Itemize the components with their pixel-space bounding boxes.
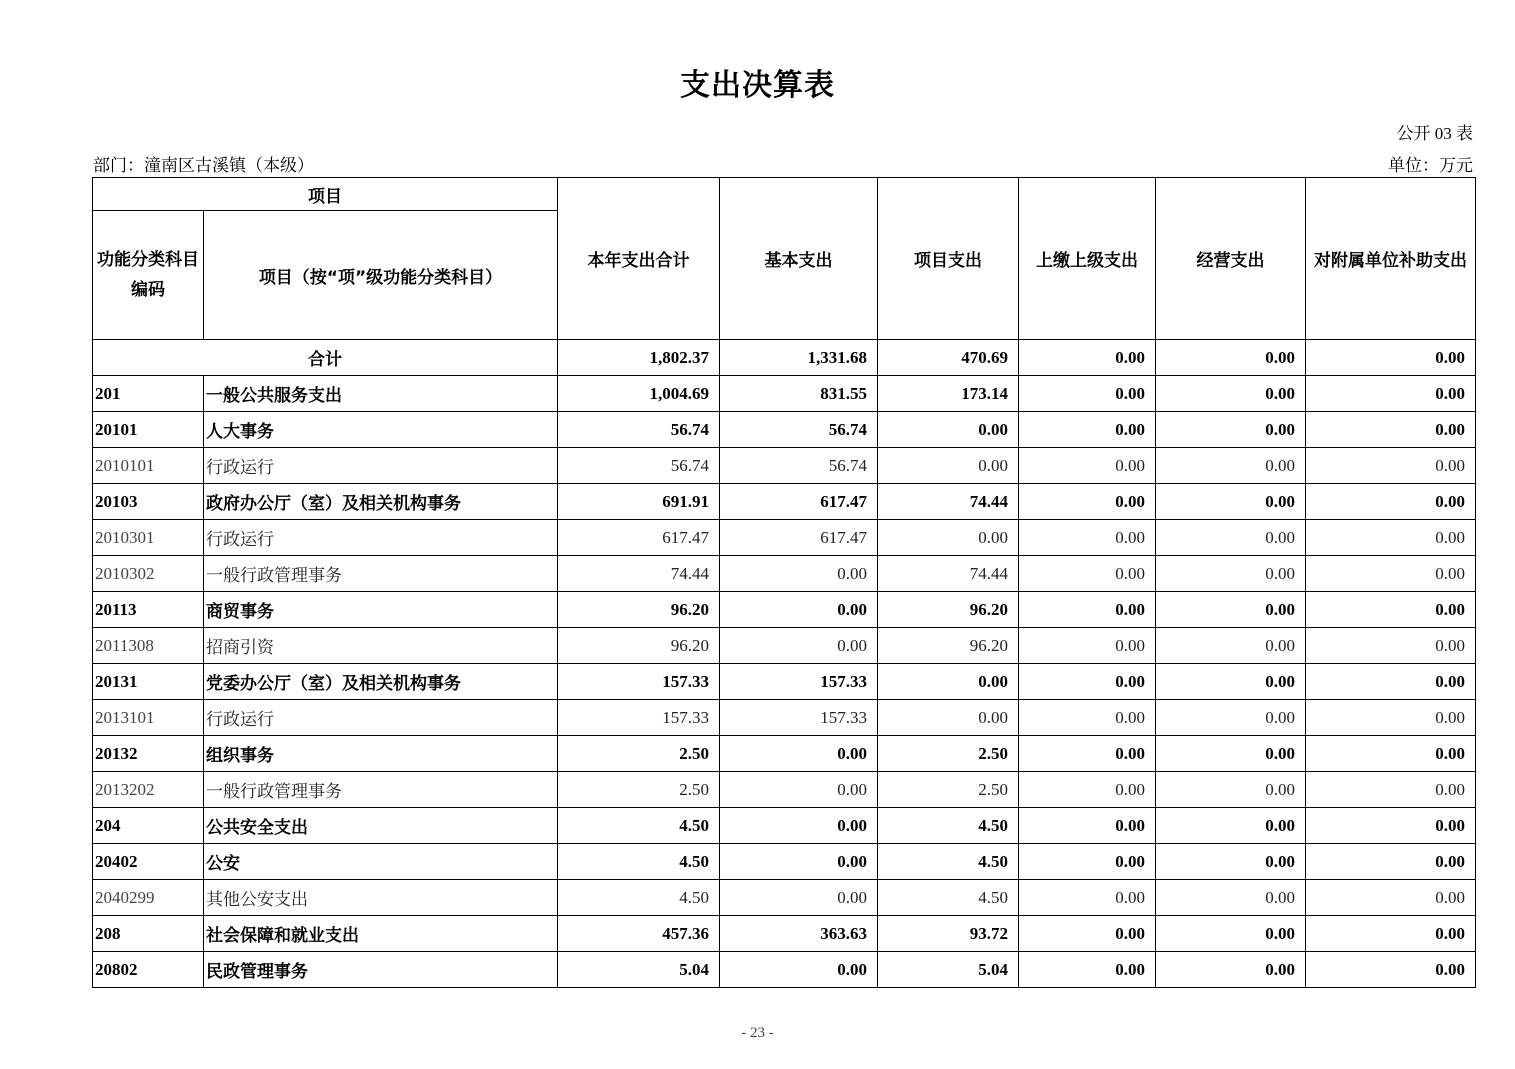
row-name: 公共安全支出 (204, 808, 558, 844)
row-value: 0.00 (1306, 952, 1476, 988)
row-code: 20113 (93, 592, 204, 628)
row-name: 政府办公厅（室）及相关机构事务 (204, 484, 558, 520)
header-business: 经营支出 (1156, 178, 1306, 340)
row-value: 0.00 (1306, 448, 1476, 484)
row-value: 0.00 (1306, 412, 1476, 448)
row-code: 204 (93, 808, 204, 844)
total-value: 1,802.37 (558, 340, 720, 376)
row-value: 0.00 (1019, 376, 1156, 412)
row-value: 0.00 (720, 592, 878, 628)
header-project: 项目支出 (878, 178, 1019, 340)
row-value: 0.00 (1156, 628, 1306, 664)
expenditure-table (92, 177, 1476, 988)
row-value: 0.00 (1306, 556, 1476, 592)
row-name: 党委办公厅（室）及相关机构事务 (204, 664, 558, 700)
row-code: 2040299 (93, 880, 204, 916)
row-code: 201 (93, 376, 204, 412)
table-row (93, 556, 1476, 592)
row-value: 0.00 (720, 736, 878, 772)
table-row (93, 412, 1476, 448)
table-row (93, 916, 1476, 952)
row-value: 157.33 (720, 700, 878, 736)
row-value: 0.00 (1019, 736, 1156, 772)
header-name: 项目（按“项”级功能分类科目） (204, 211, 558, 340)
row-value: 4.50 (558, 844, 720, 880)
row-value: 0.00 (1306, 484, 1476, 520)
row-value: 4.50 (878, 844, 1019, 880)
total-value: 1,331.68 (720, 340, 878, 376)
row-code: 208 (93, 916, 204, 952)
row-name: 一般行政管理事务 (204, 772, 558, 808)
row-name: 招商引资 (204, 628, 558, 664)
form-number: 公开 03 表 (1396, 124, 1473, 143)
row-value: 0.00 (1019, 844, 1156, 880)
row-code: 20103 (93, 484, 204, 520)
row-name: 一般行政管理事务 (204, 556, 558, 592)
row-name: 行政运行 (204, 520, 558, 556)
row-value: 0.00 (1306, 592, 1476, 628)
row-value: 0.00 (720, 808, 878, 844)
page-title: 支出决算表 (680, 68, 835, 103)
row-value: 93.72 (878, 916, 1019, 952)
row-value: 0.00 (1156, 736, 1306, 772)
row-value: 0.00 (1019, 592, 1156, 628)
row-value: 0.00 (1019, 700, 1156, 736)
row-value: 96.20 (878, 592, 1019, 628)
table-row (93, 952, 1476, 988)
row-value: 0.00 (1306, 844, 1476, 880)
row-value: 0.00 (1156, 556, 1306, 592)
row-value: 0.00 (878, 520, 1019, 556)
table-row (93, 484, 1476, 520)
row-value: 0.00 (1306, 736, 1476, 772)
row-value: 0.00 (720, 952, 878, 988)
row-code: 2011308 (93, 628, 204, 664)
row-value: 0.00 (1156, 952, 1306, 988)
table-row (93, 592, 1476, 628)
row-value: 0.00 (1156, 592, 1306, 628)
table-row (93, 844, 1476, 880)
row-value: 0.00 (1306, 808, 1476, 844)
row-value: 4.50 (878, 880, 1019, 916)
row-value: 96.20 (878, 628, 1019, 664)
table-row (93, 700, 1476, 736)
row-value: 0.00 (1019, 448, 1156, 484)
row-code: 20802 (93, 952, 204, 988)
department-label: 部门：潼南区古溪镇（本级） (93, 156, 314, 175)
row-value: 0.00 (1156, 808, 1306, 844)
row-value: 0.00 (1306, 376, 1476, 412)
row-value: 0.00 (1019, 412, 1156, 448)
row-value: 74.44 (878, 484, 1019, 520)
unit-label: 单位：万元 (1388, 156, 1473, 175)
row-value: 0.00 (1019, 772, 1156, 808)
row-code: 2013101 (93, 700, 204, 736)
row-value: 617.47 (720, 484, 878, 520)
row-value: 56.74 (558, 448, 720, 484)
header-basic: 基本支出 (720, 178, 878, 340)
row-value: 0.00 (1156, 484, 1306, 520)
row-value: 2.50 (558, 772, 720, 808)
row-value: 5.04 (558, 952, 720, 988)
row-value: 0.00 (1156, 376, 1306, 412)
row-value: 4.50 (558, 880, 720, 916)
row-value: 0.00 (1019, 520, 1156, 556)
row-value: 0.00 (1156, 664, 1306, 700)
row-value: 0.00 (1306, 916, 1476, 952)
row-name: 行政运行 (204, 700, 558, 736)
row-value: 691.91 (558, 484, 720, 520)
row-name: 商贸事务 (204, 592, 558, 628)
table-row (93, 448, 1476, 484)
row-value: 0.00 (1019, 664, 1156, 700)
row-value: 0.00 (1156, 880, 1306, 916)
row-value: 0.00 (1156, 916, 1306, 952)
row-value: 0.00 (1306, 700, 1476, 736)
row-value: 96.20 (558, 592, 720, 628)
total-row (93, 340, 1476, 376)
row-name: 组织事务 (204, 736, 558, 772)
row-value: 0.00 (1156, 844, 1306, 880)
row-value: 0.00 (1156, 700, 1306, 736)
total-label: 合计 (93, 340, 558, 376)
row-value: 0.00 (878, 412, 1019, 448)
row-value: 0.00 (720, 844, 878, 880)
row-value: 0.00 (1156, 520, 1306, 556)
row-value: 0.00 (720, 628, 878, 664)
table-row (93, 808, 1476, 844)
row-name: 民政管理事务 (204, 952, 558, 988)
table-row (93, 664, 1476, 700)
row-code: 2010101 (93, 448, 204, 484)
row-value: 831.55 (720, 376, 878, 412)
row-value: 5.04 (878, 952, 1019, 988)
row-value: 157.33 (558, 700, 720, 736)
row-value: 157.33 (720, 664, 878, 700)
row-value: 56.74 (720, 412, 878, 448)
row-code: 2013202 (93, 772, 204, 808)
row-name: 社会保障和就业支出 (204, 916, 558, 952)
header-upper: 上缴上级支出 (1019, 178, 1156, 340)
row-value: 4.50 (878, 808, 1019, 844)
table-row (93, 736, 1476, 772)
row-name: 公安 (204, 844, 558, 880)
row-value: 2.50 (558, 736, 720, 772)
row-value: 0.00 (1019, 880, 1156, 916)
row-code: 20402 (93, 844, 204, 880)
row-value: 74.44 (878, 556, 1019, 592)
total-value: 0.00 (1306, 340, 1476, 376)
row-code: 20131 (93, 664, 204, 700)
table-row (93, 520, 1476, 556)
row-name: 人大事务 (204, 412, 558, 448)
row-value: 0.00 (1019, 808, 1156, 844)
header-item: 项目 (93, 178, 558, 211)
total-value: 470.69 (878, 340, 1019, 376)
table-row (93, 628, 1476, 664)
header-total: 本年支出合计 (558, 178, 720, 340)
row-value: 617.47 (720, 520, 878, 556)
row-value: 0.00 (1156, 772, 1306, 808)
row-name: 行政运行 (204, 448, 558, 484)
table-row (93, 772, 1476, 808)
header-code: 功能分类科目编码 (93, 211, 204, 340)
row-value: 0.00 (1156, 448, 1306, 484)
row-value: 0.00 (1019, 952, 1156, 988)
row-value: 0.00 (1156, 412, 1306, 448)
row-value: 0.00 (1019, 628, 1156, 664)
row-value: 0.00 (1306, 664, 1476, 700)
table-row (93, 376, 1476, 412)
total-value: 0.00 (1156, 340, 1306, 376)
row-value: 0.00 (720, 880, 878, 916)
row-value: 457.36 (558, 916, 720, 952)
table-row (93, 880, 1476, 916)
row-value: 0.00 (878, 664, 1019, 700)
row-code: 20101 (93, 412, 204, 448)
row-value: 617.47 (558, 520, 720, 556)
row-value: 0.00 (1019, 916, 1156, 952)
total-value: 0.00 (1019, 340, 1156, 376)
row-value: 1,004.69 (558, 376, 720, 412)
row-value: 0.00 (720, 556, 878, 592)
row-value: 0.00 (1306, 628, 1476, 664)
row-value: 4.50 (558, 808, 720, 844)
row-value: 0.00 (1306, 520, 1476, 556)
row-value: 56.74 (720, 448, 878, 484)
row-value: 363.63 (720, 916, 878, 952)
row-code: 20132 (93, 736, 204, 772)
row-name: 一般公共服务支出 (204, 376, 558, 412)
row-value: 0.00 (1019, 484, 1156, 520)
page-number: - 23 - (741, 1025, 774, 1041)
row-value: 74.44 (558, 556, 720, 592)
row-value: 0.00 (720, 772, 878, 808)
row-value: 0.00 (878, 700, 1019, 736)
row-code: 2010301 (93, 520, 204, 556)
row-value: 173.14 (878, 376, 1019, 412)
row-value: 0.00 (878, 448, 1019, 484)
row-value: 2.50 (878, 736, 1019, 772)
row-value: 96.20 (558, 628, 720, 664)
header-subsidy: 对附属单位补助支出 (1306, 178, 1476, 340)
row-code: 2010302 (93, 556, 204, 592)
row-name: 其他公安支出 (204, 880, 558, 916)
row-value: 0.00 (1019, 556, 1156, 592)
row-value: 56.74 (558, 412, 720, 448)
row-value: 0.00 (1306, 880, 1476, 916)
row-value: 0.00 (1306, 772, 1476, 808)
row-value: 157.33 (558, 664, 720, 700)
row-value: 2.50 (878, 772, 1019, 808)
